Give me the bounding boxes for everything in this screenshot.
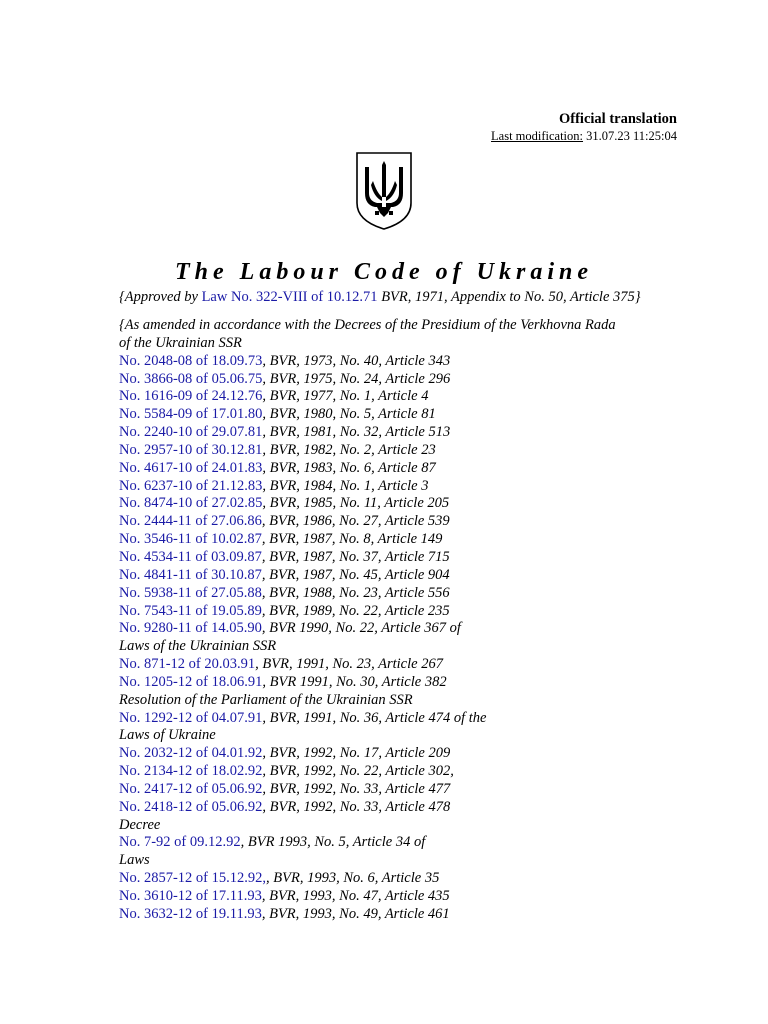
last-modification-label: Last modification:: [491, 129, 584, 143]
amendment-entry: [119, 799, 659, 817]
amendment-reference: , BVR, 1985, No. 11, Article 205: [262, 495, 450, 512]
amendment-entry: [119, 567, 659, 585]
last-modification: [491, 128, 677, 144]
amendment-link[interactable]: No. 2240-10 of 29.07.81: [119, 424, 263, 441]
amendment-link[interactable]: No. 871-12 of 20.03.91: [119, 656, 256, 673]
amendment-reference: , BVR 1990, No. 22, Article 367 of: [261, 620, 461, 637]
amended-intro-cont: of the Ukrainian SSR: [119, 334, 242, 351]
section-label-laws: Laws: [119, 852, 150, 869]
amendment-link[interactable]: No. 5584-09 of 17.01.80: [119, 406, 263, 423]
section-label-decree: Decree: [119, 816, 161, 833]
amendment-reference: , BVR, 1993, No. 6, Article 35: [266, 870, 440, 887]
amendment-link[interactable]: No. 2957-10 of 30.12.81: [119, 441, 263, 458]
amendment-entry: [119, 460, 659, 478]
amendment-reference: , BVR 1993, No. 5, Article 34 of: [240, 834, 426, 851]
official-translation-label: Official translation: [558, 111, 677, 127]
amendment-link[interactable]: No. 3866-08 of 05.06.75: [119, 370, 263, 387]
amendment-entry: [119, 763, 659, 781]
amendment-reference: , BVR, 1973, No. 40, Article 343: [262, 352, 451, 369]
amendment-entry: [119, 745, 659, 763]
amendment-link[interactable]: No. 3610-12 of 17.11.93: [119, 888, 262, 904]
amendment-entry: [119, 906, 659, 924]
section-label-laws-ukraine: Laws of Ukraine: [119, 727, 216, 744]
amendment-reference: , BVR, 1992, No. 22, Article 302,: [262, 763, 454, 780]
amendment-entry: [119, 620, 659, 638]
amendment-entry: [119, 888, 659, 906]
law-amendments-1993: [119, 870, 659, 924]
law-amendments-ukraine: [119, 745, 659, 816]
amended-intro: {As amended in accordance with the Decrees of the Presidium of the Verkhovna Rada: [119, 317, 616, 333]
amendment-link[interactable]: No. 3546-11 of 10.02.87: [119, 531, 262, 548]
amendment-link[interactable]: No. 2857-12 of 15.12.92,: [119, 870, 267, 887]
amendment-reference: , BVR, 1975, No. 24, Article 296: [262, 370, 451, 387]
amendment-reference: , BVR, 1977, No. 1, Article 4: [262, 388, 429, 405]
amendment-reference: , BVR, 1991, No. 23, Article 267: [255, 656, 443, 673]
amendment-reference: , BVR, 1993, No. 49, Article 461: [261, 905, 450, 922]
approval-note: {Approved by Law No. 322-VIII of 10.12.71 BVR, 1971, Appendix to No. 50, Article 375}: [119, 289, 641, 305]
amendment-entry: [119, 585, 659, 603]
amendment-reference: , BVR, 1993, No. 47, Article 435: [261, 888, 450, 904]
amendment-entry: [119, 513, 659, 531]
amendment-link[interactable]: No. 2134-12 of 18.02.92: [119, 763, 263, 780]
amendment-reference: , BVR, 1987, No. 45, Article 904: [261, 566, 450, 583]
amendment-link[interactable]: No. 2418-12 of 05.06.92: [119, 798, 263, 815]
amendment-reference: , BVR, 1987, No. 8, Article 149: [261, 531, 443, 548]
amendment-entry: [119, 495, 659, 513]
amendment-link[interactable]: No. 3632-12 of 19.11.93: [119, 905, 262, 922]
amendment-link[interactable]: No. 4841-11 of 30.10.87: [119, 566, 262, 583]
amendment-entry: [119, 656, 659, 674]
amendment-reference: , BVR, 1991, No. 36, Article 474 of the: [262, 709, 487, 726]
amendment-reference: , BVR 1991, No. 30, Article 382: [262, 673, 447, 690]
decree-amendments-1992: [119, 834, 659, 852]
law-amendments-ssr: [119, 656, 659, 692]
decree-amendments: [119, 353, 659, 639]
amendment-entry: [119, 478, 659, 496]
amendment-reference: , BVR, 1981, No. 32, Article 513: [262, 424, 451, 441]
amendment-entry: [119, 603, 659, 621]
amendment-reference: , BVR, 1992, No. 17, Article 209: [262, 745, 451, 762]
amendment-reference: , BVR, 1992, No. 33, Article 477: [262, 780, 451, 797]
amendment-entry: [119, 388, 659, 406]
amendment-link[interactable]: No. 7543-11 of 19.05.89: [119, 602, 262, 619]
amendment-link[interactable]: No. 9280-11 of 14.05.90: [119, 620, 262, 637]
amendment-reference: , BVR, 1980, No. 5, Article 81: [262, 406, 436, 423]
amendment-reference: , BVR, 1989, No. 22, Article 235: [261, 602, 450, 619]
amendment-link[interactable]: No. 1292-12 of 04.07.91: [119, 709, 263, 726]
section-label-laws-ssr: Laws of the Ukrainian SSR: [119, 638, 277, 655]
amendment-reference: , BVR, 1992, No. 33, Article 478: [262, 798, 451, 815]
amendment-link[interactable]: No. 2417-12 of 05.06.92: [119, 780, 263, 797]
trident-coat-of-arms-icon: [355, 151, 413, 231]
amendment-entry: [119, 870, 659, 888]
section-label-resolution: Resolution of the Parliament of the Ukrainian SSR: [119, 691, 413, 708]
amendment-reference: , BVR, 1982, No. 2, Article 23: [262, 441, 436, 458]
document-title: The Labour Code of Ukraine: [175, 259, 593, 285]
amendment-reference: , BVR, 1987, No. 37, Article 715: [261, 548, 450, 565]
amendment-reference: , BVR, 1984, No. 1, Article 3: [262, 477, 429, 494]
amendment-link[interactable]: No. 8474-10 of 27.02.85: [119, 495, 263, 512]
amendment-entry: [119, 834, 659, 852]
amendment-entry: [119, 353, 659, 371]
amendment-link[interactable]: No. 7-92 of 09.12.92: [119, 834, 241, 851]
amendment-reference: , BVR, 1988, No. 23, Article 556: [261, 584, 450, 601]
amendment-entry: [119, 674, 659, 692]
document-header: [491, 110, 677, 144]
amendment-entry: [119, 406, 659, 424]
amendment-link[interactable]: No. 5938-11 of 27.05.88: [119, 584, 262, 601]
amendment-entry: [119, 424, 659, 442]
amendment-link[interactable]: No. 1205-12 of 18.06.91: [119, 673, 263, 690]
amendment-link[interactable]: No. 2032-12 of 04.01.92: [119, 745, 263, 762]
amendment-link[interactable]: No. 2048-08 of 18.09.73: [119, 352, 263, 369]
amendment-entry: [119, 549, 659, 567]
amendment-reference: , BVR, 1983, No. 6, Article 87: [262, 459, 436, 476]
approval-law-link[interactable]: Law No. 322-VIII of 10.12.71: [201, 289, 378, 305]
amendments-list: [119, 317, 659, 924]
amendment-link[interactable]: No. 4534-11 of 03.09.87: [119, 548, 262, 565]
amendment-entry: [119, 371, 659, 389]
amendment-entry: [119, 442, 659, 460]
amendment-link[interactable]: No. 6237-10 of 21.12.83: [119, 477, 263, 494]
amendment-entry: [119, 531, 659, 549]
amendment-link[interactable]: No. 1616-09 of 24.12.76: [119, 388, 263, 405]
resolution-amendments: [119, 710, 659, 728]
amendment-entry: [119, 781, 659, 799]
amendment-link[interactable]: No. 4617-10 of 24.01.83: [119, 459, 263, 476]
amendment-entry: [119, 710, 659, 728]
last-modification-value: 31.07.23 11:25:04: [586, 129, 677, 143]
amendment-reference: , BVR, 1986, No. 27, Article 539: [261, 513, 450, 530]
amendment-link[interactable]: No. 2444-11 of 27.06.86: [119, 513, 262, 530]
